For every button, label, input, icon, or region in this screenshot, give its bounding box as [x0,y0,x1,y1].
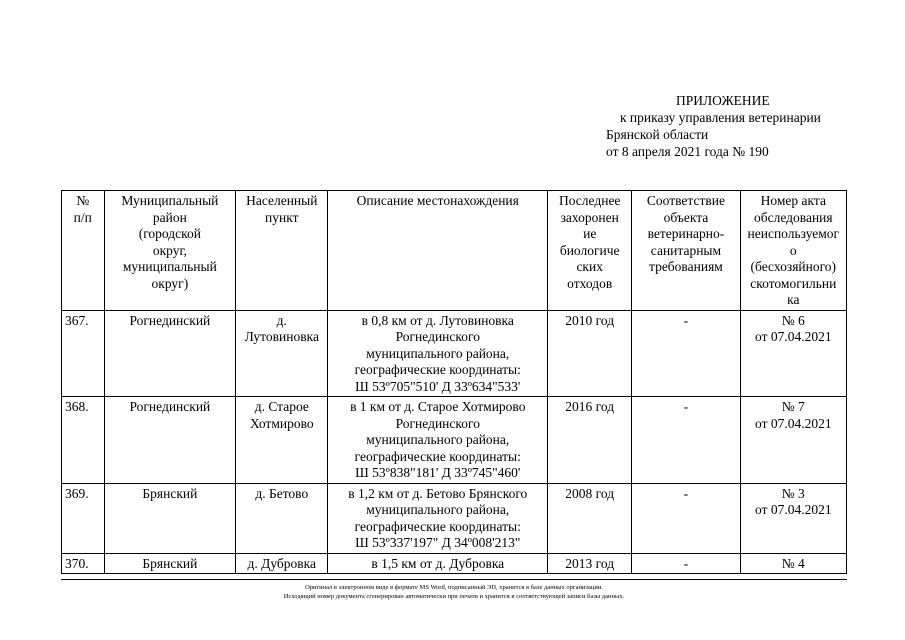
document-header [606,92,821,160]
row-act: № 7 от 07.04.2021 [740,397,846,484]
row-number: 370. [62,553,105,574]
document-footer [61,583,847,601]
row-number: 368. [62,397,105,484]
col-header-last-burial: Последнее захоронен ие биологиче ских отходов [548,191,632,311]
row-description: в 1,2 км от д. Бетово Брянского муниципального района, географические координаты: Ш 53º337'197" Д 34º008'213" [328,483,548,553]
col-header-description: Описание местонахождения [328,191,548,311]
row-settlement: д. Дубровка [236,553,328,574]
order-reference-line1: к приказу управления ветеринарии [620,110,821,125]
row-last-burial: 2013 год [548,553,632,574]
row-district: Брянский [104,553,236,574]
footer-line1: Оригинал в электронном виде в формате MS Word, подписанный ЭП, хранится в базе данных организации. [305,584,603,591]
row-last-burial: 2010 год [548,310,632,397]
row-last-burial: 2016 год [548,397,632,484]
row-settlement: д. Старое Хотмирово [236,397,328,484]
footer-line2: Исходящий номер документа сгенерирован автоматически при печати и хранится в соответствующей записи базы данных. [283,593,625,600]
appendix-title: ПРИЛОЖЕНИЕ [676,93,770,108]
row-compliance: - [632,310,740,397]
row-act: № 3 от 07.04.2021 [740,483,846,553]
table-row [62,553,847,574]
footer-divider [61,579,847,580]
table-header-row [62,191,847,311]
burial-sites-table [61,190,847,574]
row-last-burial: 2008 год [548,483,632,553]
col-header-district: Муниципальный район (городской округ, муниципальный округ) [104,191,236,311]
table-row [62,397,847,484]
row-act: № 4 [740,553,846,574]
col-header-settlement: Населенный пункт [236,191,328,311]
col-header-compliance: Соответствие объекта ветеринарно- санитарным требованиям [632,191,740,311]
row-description: в 1,5 км от д. Дубровка [328,553,548,574]
order-reference-line3: от 8 апреля 2021 года № 190 [606,144,769,159]
row-compliance: - [632,397,740,484]
row-district: Рогнединский [104,310,236,397]
row-number: 367. [62,310,105,397]
table-row [62,483,847,553]
row-settlement: д. Лутовиновка [236,310,328,397]
row-act: № 6 от 07.04.2021 [740,310,846,397]
table-row [62,310,847,397]
col-header-act-number: Номер акта обследования неиспользуемог о (бесхозяйного) скотомогильни ка [740,191,846,311]
row-district: Брянский [104,483,236,553]
row-number: 369. [62,483,105,553]
row-settlement: д. Бетово [236,483,328,553]
row-compliance: - [632,553,740,574]
row-description: в 1 км от д. Старое Хотмирово Рогнединского муниципального района, географические координаты: Ш 53º838"181' Д 33º745"460' [328,397,548,484]
order-reference-line2: Брянской области [606,127,709,142]
row-district: Рогнединский [104,397,236,484]
col-header-number: № п/п [62,191,105,311]
row-compliance: - [632,483,740,553]
row-description: в 0,8 км от д. Лутовиновка Рогнединского муниципального района, географические координаты: Ш 53º705"510' Д 33º634"533' [328,310,548,397]
